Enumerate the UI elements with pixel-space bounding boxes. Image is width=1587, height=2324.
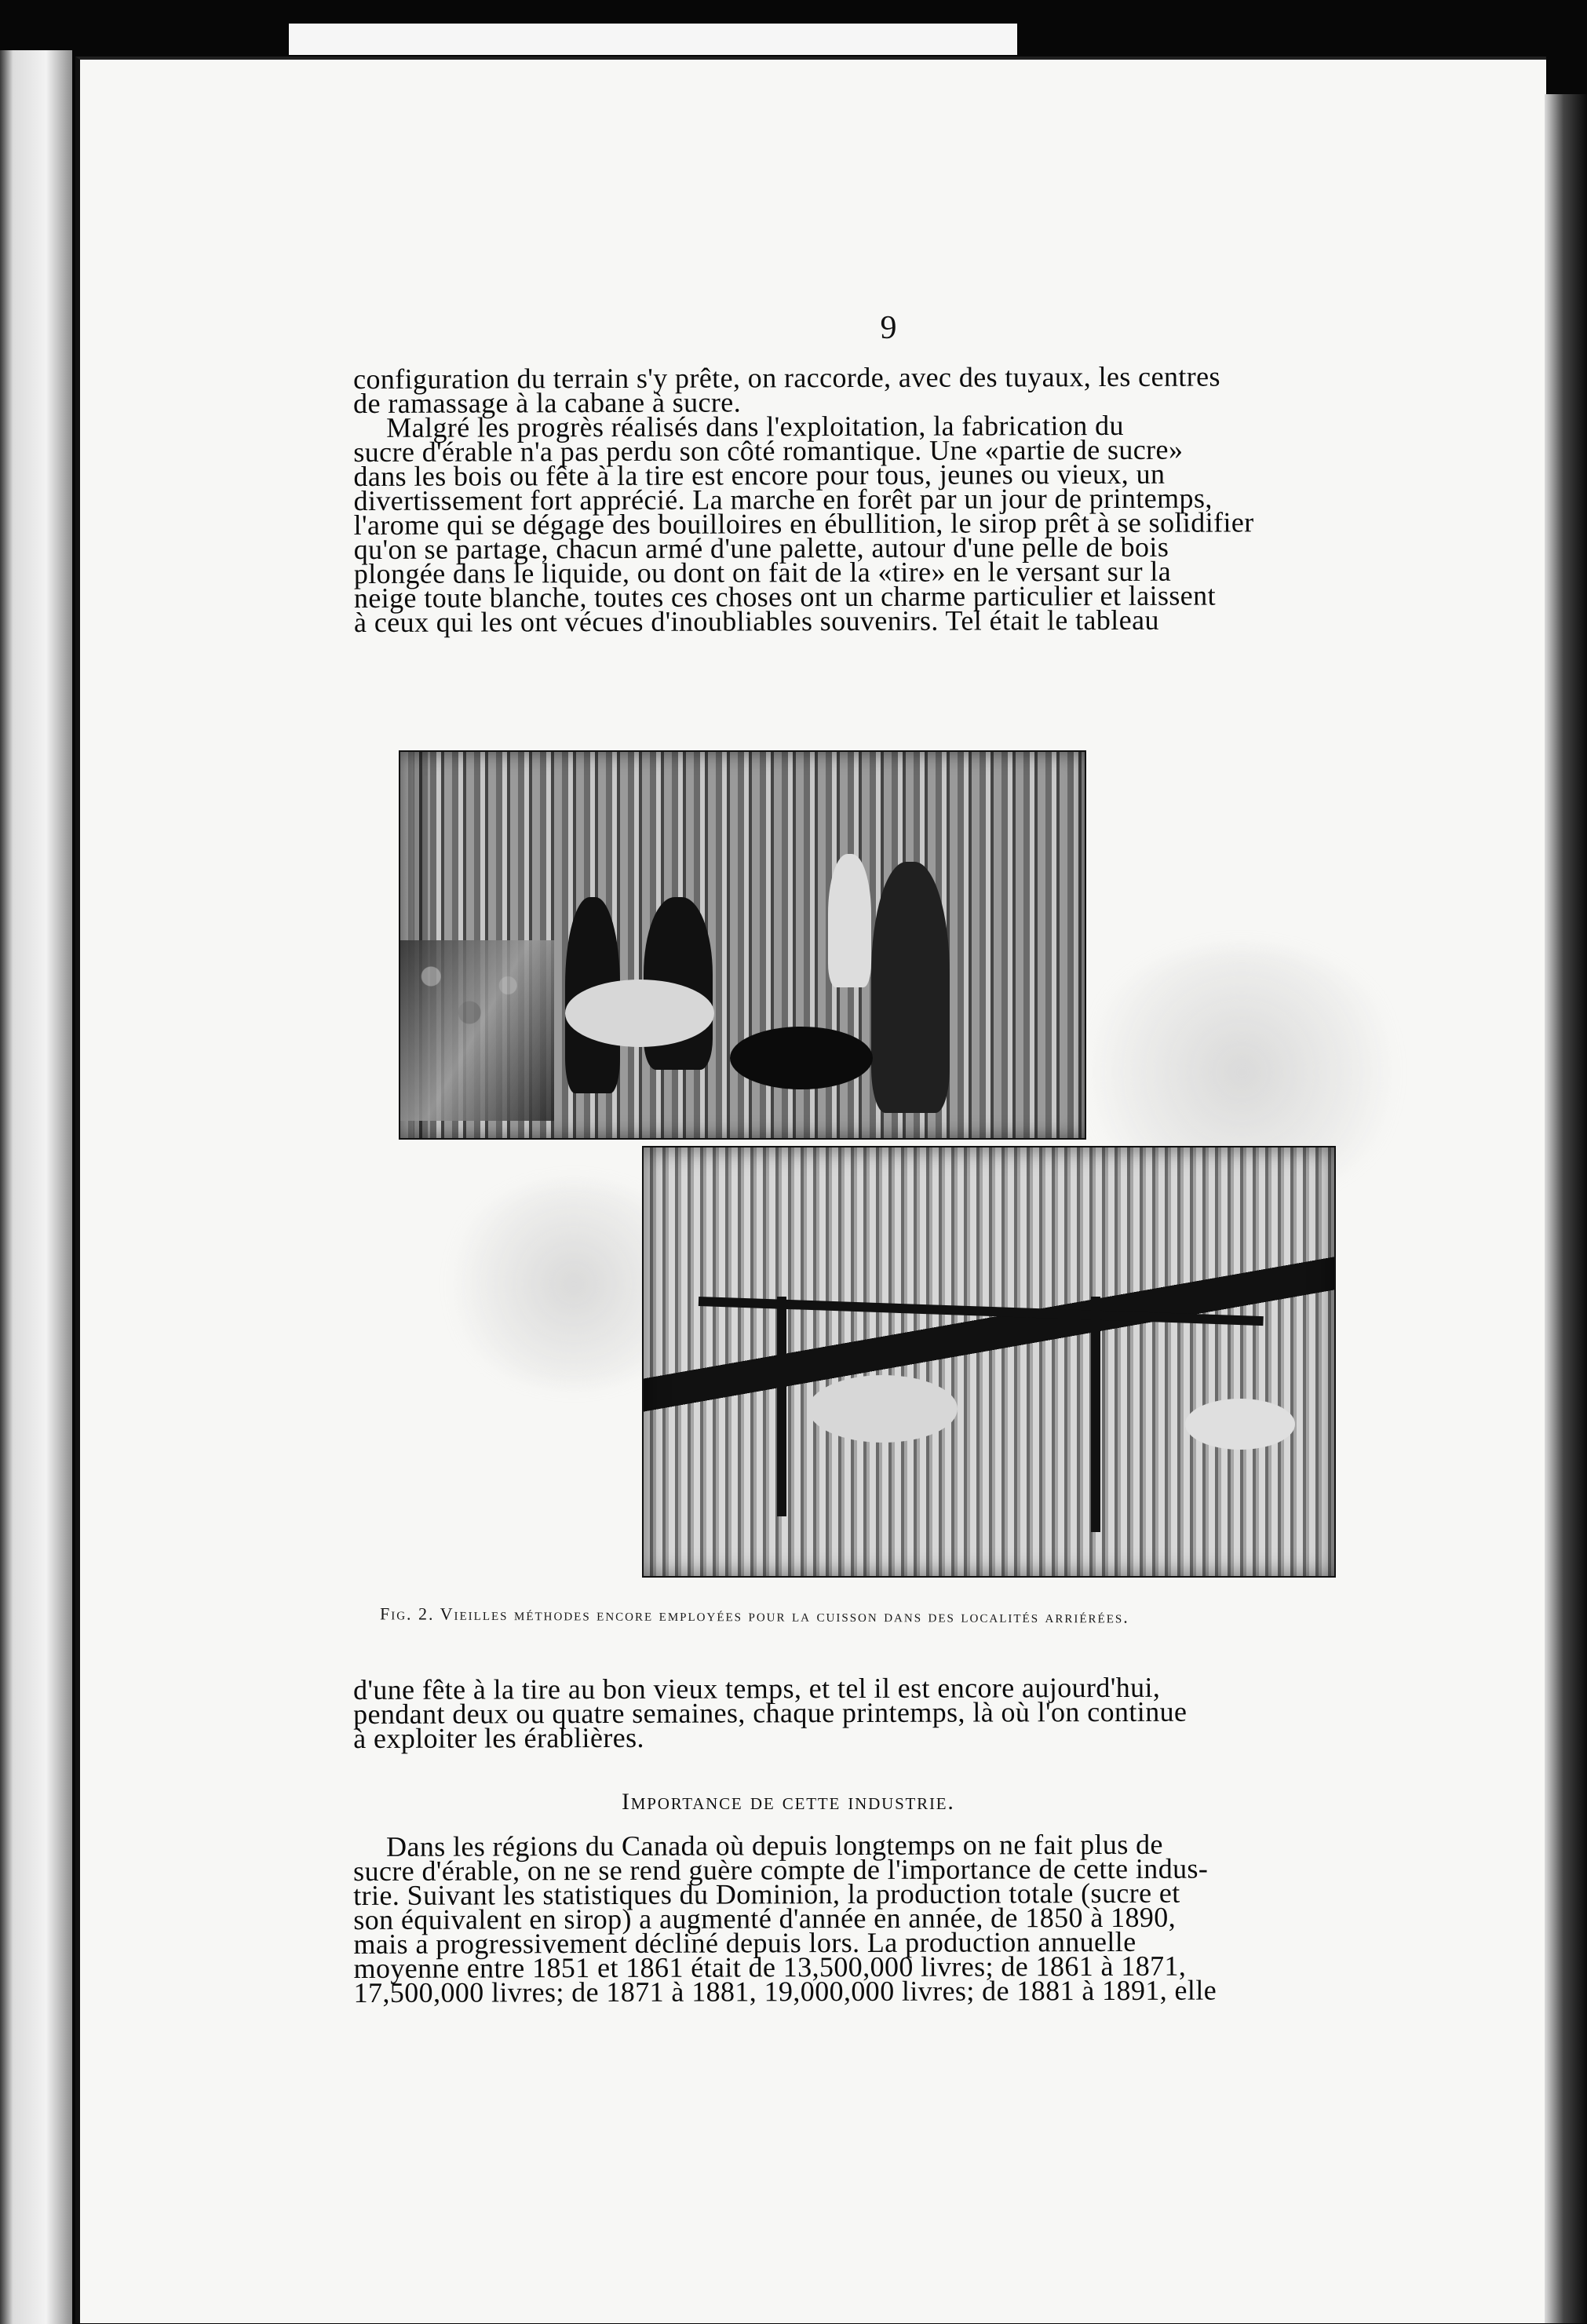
text-line: l'arome qui se dégage des bouilloires en ébullition, le sirop prêt à se solidifier [353, 506, 1254, 541]
text-line: dans les bois ou fête à la tire est encore pour tous, jeunes ou vieux, un [353, 458, 1166, 492]
text-line: sucre d'érable n'a pas perdu son côté romantique. Une «partie de sucre» [353, 433, 1184, 468]
left-page-edge [0, 50, 72, 2324]
document-page [75, 57, 1546, 2323]
maple-syrup-photo-top [399, 750, 1086, 1140]
maple-syrup-photo-bottom [642, 1146, 1336, 1578]
wooden-post [777, 1297, 786, 1516]
page-number: 9 [880, 310, 897, 346]
text-line: d'une fête à la tire au bon vieux temps, et tel il est encore aujourd'hui, [352, 1671, 1161, 1706]
paper-label [289, 24, 1017, 55]
intro-paragraph [352, 360, 1381, 638]
text-line: configuration du terrain s'y prête, on raccorde, avec des tuyaux, les centres [352, 360, 1220, 395]
cooking-pot [1185, 1399, 1295, 1450]
importance-paragraph [353, 1828, 1381, 2008]
text-line: son équivalent en sirop) a augmenté d'année en année, de 1850 à 1890, [353, 1901, 1177, 1935]
person-silhouette [871, 862, 950, 1113]
text-line: divertissement fort apprécié. La marche en forêt par un jour de printemps, [353, 482, 1213, 516]
text-line: neige toute blanche, toutes ces choses ont un charme particulier et laissent [353, 579, 1217, 614]
right-page-shadow [1545, 94, 1587, 2323]
text-line: à ceux qui les ont vécues d'inoubliables souvenirs. Tel était le tableau [353, 604, 1159, 638]
text-line: sucre d'érable, on ne se rend guère compte de l'importance de cette indus- [353, 1852, 1209, 1887]
woodpile [400, 940, 554, 1121]
after-figure-paragraph [352, 1671, 1380, 1754]
figure-caption: Fig. 2. Vieilles méthodes encore employées pour la cuisson dans des localités arriérées. [379, 1603, 1129, 1627]
text-line: Malgré les progrès réalisés dans l'exploitation, la fabrication du [386, 409, 1124, 443]
text-line: trie. Suivant les statistiques du Dominion, la production totale (sucre et [353, 1877, 1180, 1911]
cooking-pot [565, 980, 714, 1047]
text-line: Dans les régions du Canada où depuis longtemps on ne fait plus de [385, 1828, 1163, 1862]
cooking-pot [808, 1375, 958, 1443]
section-heading: Importance de cette industrie. [622, 1789, 955, 1815]
text-line: 17,500,000 livres; de 1871 à 1881, 19,000,000 livres; de 1881 à 1891, elle [353, 1974, 1217, 2008]
text-line: mais a progressivement décliné depuis lors. La production annuelle [353, 1925, 1136, 1960]
wooden-post [1091, 1297, 1100, 1532]
text-line: plongée dans le liquide, ou dont on fait de la «tire» en le versant sur la [353, 555, 1172, 589]
text-line: qu'on se partage, chacun armé d'une palette, autour d'une pelle de bois [353, 531, 1169, 565]
cooking-pot [730, 1027, 873, 1089]
text-line: de ramassage à la cabane à sucre. [353, 386, 742, 419]
text-line: moyenne entre 1851 et 1861 était de 13,500,000 livres; de 1861 à 1871, [353, 1950, 1187, 1984]
person-silhouette [828, 854, 871, 987]
text-line: pendant deux ou quatre semaines, chaque printemps, là où l'on continue [353, 1695, 1188, 1730]
text-line: à exploiter les érablières. [353, 1721, 644, 1754]
